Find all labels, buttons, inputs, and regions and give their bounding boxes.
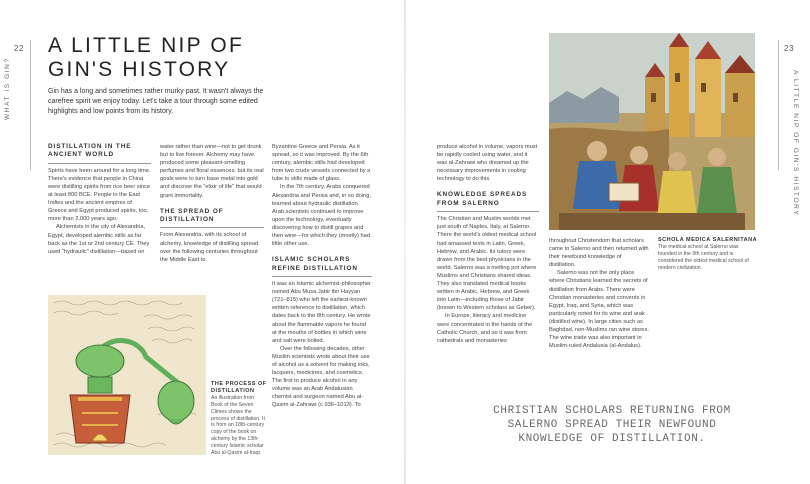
- right-side-label: A LITTLE NIP OF GIN'S HISTORY: [792, 70, 799, 217]
- paragraph: produce alcohol in volume, vapors must be rapidly cooled using water, and it was al-Zahrawi who dreamed up the necessary improvements in cooling technology to do this.: [437, 144, 538, 183]
- section-heading-salerno: KNOWLEDGE SPREADS FROM SALERNO: [437, 191, 539, 212]
- left-margin-rule: [30, 40, 31, 170]
- paragraph: throughout Christendom that scholars came to Salerno and then returned with their newfound knowledge of distillation.: [549, 238, 649, 269]
- paragraph: In Europe, literacy and medicine were concentrated in the hands of the Catholic Church, and so it was from cathedrals and monasteries: [437, 313, 533, 344]
- right-margin-rule: [778, 40, 779, 170]
- paragraph: The Christian and Muslim worlds met just south of Naples, Italy, at Salerno. There the world's oldest medical school had amassed texts in Latin, Greek, Hebrew, and Arabic. Its tutors were drawn from the best physicians in the world. Salerno was a melting pot where Muslims and Christians shared ideas. They also translated medical books written in Arabic, Hebrew, and Greek into Latin—including those of Jabir (known to Western scholars as Geber).: [437, 216, 537, 312]
- alembic-illustration: [48, 295, 206, 455]
- paragraph: It was an Islamic alchemist-philosopher named Abu Musa Jabir ibn Hayyan (721–815) who left the earliest-known written reference to distillation, which dates back to the 8th century. He wrote about the flammable vapors he found at the mouths of bottles in which wine and salt were boiled.: [272, 281, 371, 344]
- intro-paragraph: Gin has a long and sometimes rather murky past. It wasn't always the carefree spirit we enjoy today. Let's take a tour through some edited highlights and low points from its history.: [48, 88, 264, 116]
- paragraph: From Alexandria, with its school of alchemy, knowledge of distilling spread over the following centuries throughout the Middle East to: [160, 232, 259, 263]
- section-heading-spread-of-distillation: THE SPREAD OF DISTILLATION: [160, 208, 264, 229]
- pull-quote: CHRISTIAN SCHOLARS RETURNING FROM SALERNO SPREAD THEIR NEWFOUND KNOWLEDGE OF DISTILLATION.: [493, 405, 731, 445]
- column-5: [549, 237, 649, 350]
- column-3: [272, 143, 372, 410]
- section-heading-ancient-world: DISTILLATION IN THE ANCIENT WORLD: [48, 143, 151, 164]
- column-1: [48, 143, 151, 256]
- page-title: [48, 34, 288, 82]
- paragraph: Over the following decades, other Muslim scientists wrote about their use of alcohol as a solvent for making inks, lacquers, medicines, and cosmetics. The first to produce alcohol in any volume was an Arab Andalusian chemist and surgeon named Abu al-Qasim al-Zahrawi (c.936–1013). To: [272, 345, 370, 409]
- right-page-number: 23: [784, 44, 794, 53]
- left-page-number: 22: [14, 44, 24, 53]
- page-gutter: [404, 0, 406, 484]
- salerno-medical-school-painting: [549, 33, 755, 230]
- column-2: [160, 143, 264, 264]
- paragraph: Byzantine Greece and Persia. As it spread, so it was improved. By the 6th century, alembic stills had developed from two crude vessels connected by a tube to stills made of glass.: [272, 144, 371, 183]
- column-4: [437, 143, 539, 345]
- paragraph: Alchemists in the city of Alexandria, Egypt, developed alembic stills as far back as the 1st or 2nd century CE. They used "hydraulic" distillation—based on: [48, 224, 150, 255]
- section-heading-islamic-scholars: ISLAMIC SCHOLARS REFINE DISTILLATION: [272, 256, 372, 277]
- paragraph: Spirits have been around for a long time. There's evidence that people in China were distilling spirits from rice beer since at least 800 BCE. People in the East Indies and the ancient empires of Greece and Egypt produced spirits, too, more than 2,000 years ago.: [48, 167, 151, 223]
- paragraph: Salerno was not the only place where Christians learned the secrets of distillation from Arabs. There were Christian monasteries and convents in Egypt, Iraq, and Syria, which was particularly noted for its wine and arak (distilled wine). In large cities such as Baghdad, non-Muslims ran wine stores. The wine trade was also important in Muslim-ruled Andalusia (al-Andalus).: [549, 270, 649, 350]
- salerno-illustration: [549, 33, 755, 230]
- title-line-2: GIN'S HISTORY: [48, 58, 231, 81]
- title-line-1: A LITTLE NIP OF: [48, 34, 244, 57]
- paragraph: In the 7th century, Arabs conquered Alexandria and Persia and, in so doing, learned about hydraulic distillation. Arab scientists continued to improve upon the technology, eventually discovering how to distill grapes and then wine—for which they (mostly) had little other use.: [272, 184, 371, 248]
- paragraph: water rather than wine—not to get drunk but to live forever. Alchemy may have produced some pleasant-smelling perfumes and floral essences, but its real goals were to turn base metal into gold and discover the "elixir of life" that would grant immortality.: [160, 144, 264, 199]
- left-side-label: WHAT IS GIN?: [4, 57, 11, 120]
- caption-distillation: THE PROCESS OF DISTILLATION An illustration from Book of the Seven Climes shows the process of distillation. It is from an 18th-century copy of the book on alchemy by the 13th-century Islamic scholar Abu al-Qasim al-Iraqi.: [211, 381, 267, 457]
- caption-salerno: SCHOLA MEDICA SALERNITANA The medical school at Salerno was founded in the 9th century and is considered the oldest medical school of modern civilization.: [658, 237, 758, 271]
- distillation-manuscript-image: [48, 295, 206, 455]
